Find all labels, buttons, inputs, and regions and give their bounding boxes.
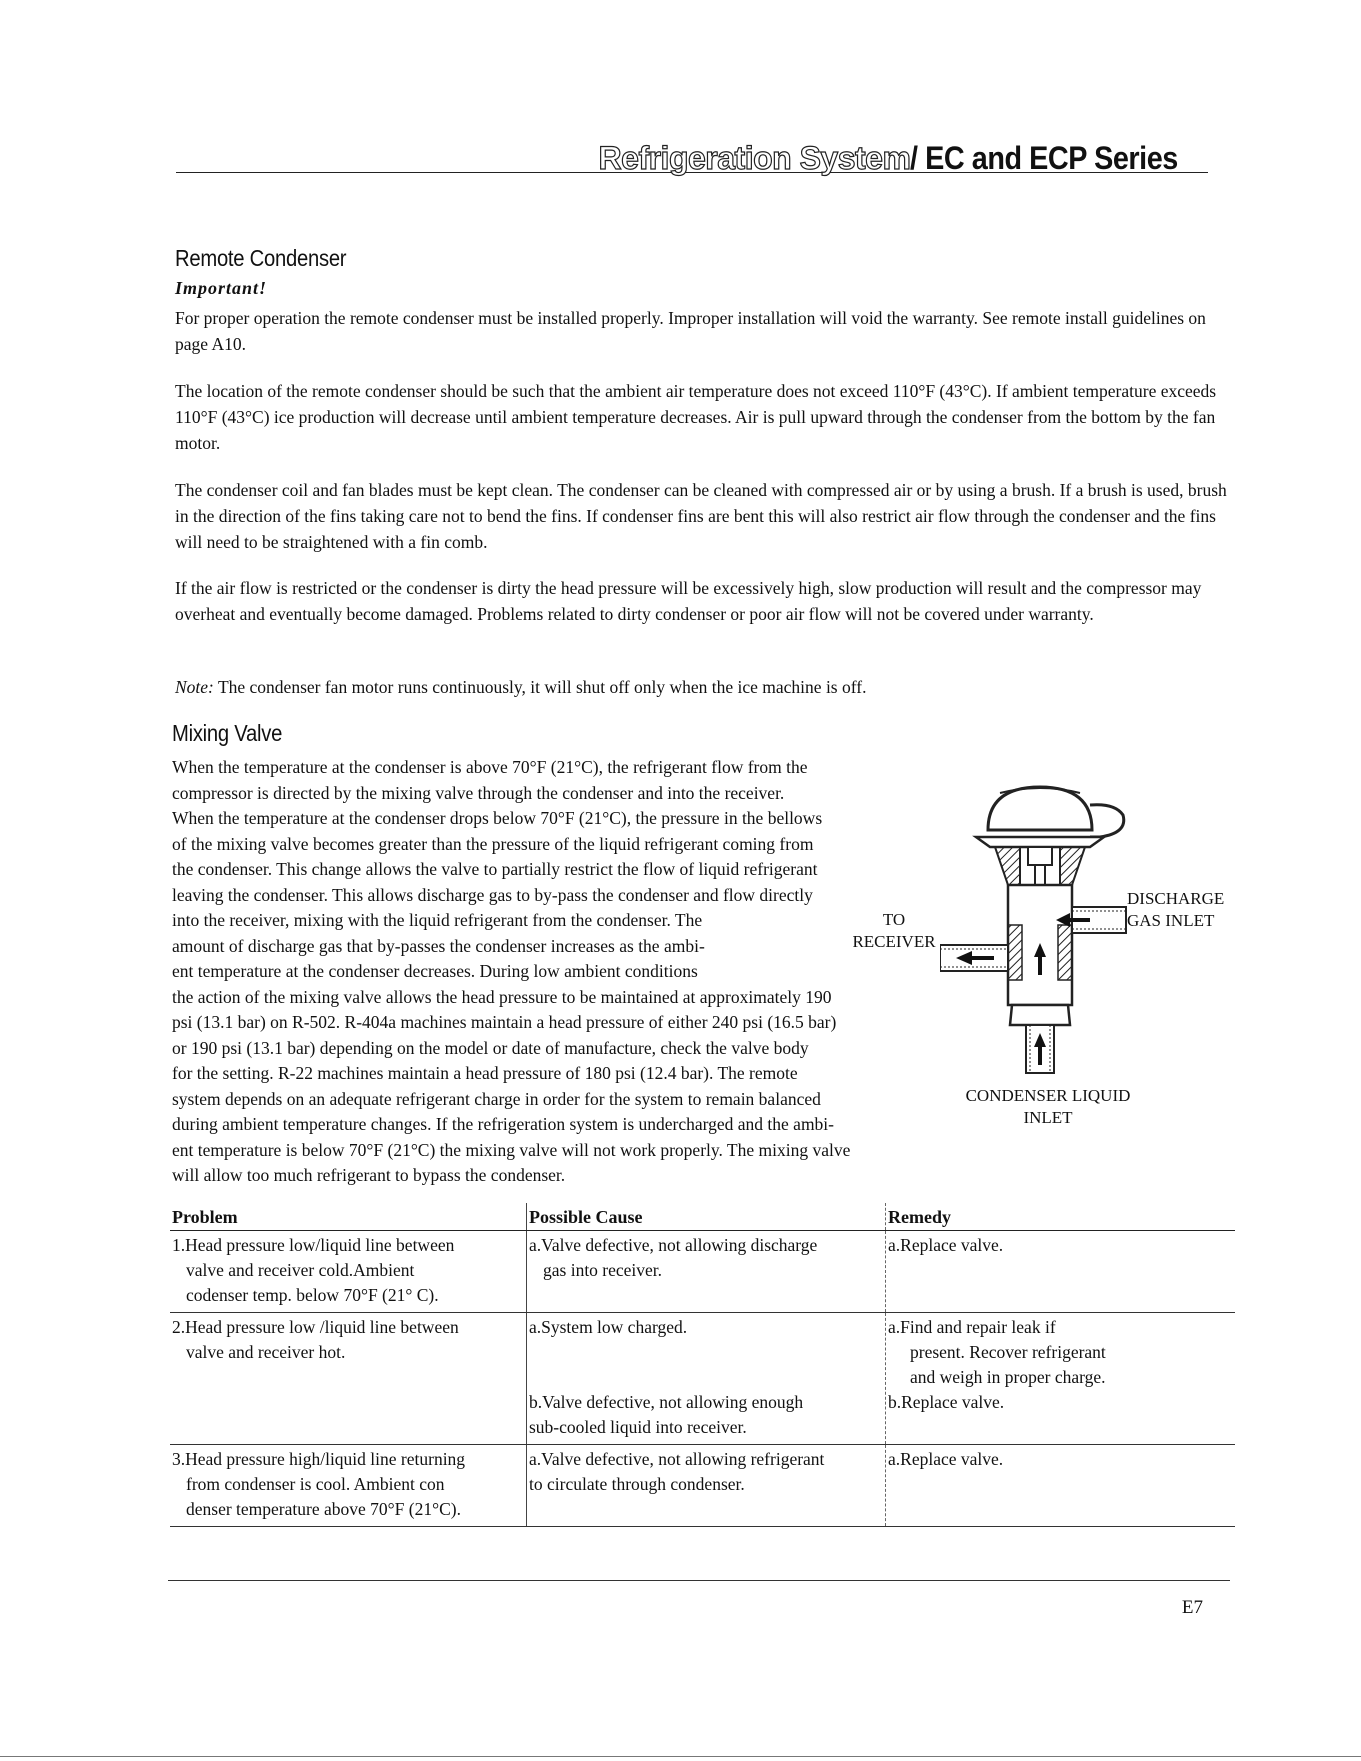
cause-cell xyxy=(527,1231,886,1313)
column-header-remedy: Remedy xyxy=(886,1203,1236,1231)
cell-line: b.Valve defective, not allowing enough xyxy=(529,1392,804,1412)
cell-line: present. Recover refrigerant xyxy=(910,1342,1106,1362)
table-header-row xyxy=(170,1203,1235,1231)
text-line: ent temperature at the condenser decreases. During low ambient conditions xyxy=(172,961,698,981)
text-line: When the temperature at the condenser drops below 70°F (21°C), the pressure in the bellows xyxy=(172,808,823,828)
to-receiver-label-line: TO xyxy=(882,910,906,929)
cell-line: a.Find and repair leak if xyxy=(888,1317,1056,1337)
text-line: amount of discharge gas that by-passes the condenser increases as the ambi- xyxy=(172,935,705,956)
note-paragraph xyxy=(175,674,1235,700)
discharge-label-line: GAS INLET xyxy=(1127,911,1215,930)
cell-line: b.Replace valve. xyxy=(888,1392,1005,1412)
page-number: E7 xyxy=(1181,1597,1203,1618)
cell-line: a.Replace valve. xyxy=(888,1235,1004,1255)
cell-line: a.Valve defective, not allowing discharge xyxy=(529,1235,818,1255)
text-line: during ambient temperature changes. If the refrigeration system is undercharged and the ambi- xyxy=(172,1114,835,1134)
condenser-liquid-inlet-label xyxy=(948,1085,1148,1129)
table-row xyxy=(170,1313,1235,1445)
mixing-valve-text xyxy=(172,755,1032,1189)
cell-line: gas into receiver. xyxy=(543,1260,663,1280)
page-bottom-edge xyxy=(0,1756,1361,1757)
to-receiver-label xyxy=(848,909,940,953)
cell-line: codenser temp. below 70°F (21° C). xyxy=(186,1285,439,1305)
text-line: the action of the mixing valve allows the head pressure to be maintained at approximately 190 xyxy=(172,986,832,1007)
cell-line: valve and receiver cold.Ambient xyxy=(186,1260,415,1280)
to-receiver-label-line: RECEIVER xyxy=(852,932,936,951)
text-line: psi (13.1 bar) on R-502. R-404a machines maintain a head pressure of either 240 psi (16.5 bar) xyxy=(172,1012,837,1032)
cell-line: a.Replace valve. xyxy=(888,1449,1004,1469)
remote-condenser-heading: Remote Condenser xyxy=(175,245,347,271)
text-line: compressor is directed by the mixing valve through the condenser and into the receiver. xyxy=(172,782,785,803)
discharge-gas-inlet-label xyxy=(1127,888,1224,932)
cell-line: valve and receiver hot. xyxy=(186,1342,346,1362)
paragraph-location: The location of the remote condenser should be such that the ambient air temperature does not exceed 110°F (43°C). If ambient temperature exceeds 110°F (43°C) ice production will decrease until ambient temperature decreases. Air is pull upward through the condenser from the bottom by the fan motor. xyxy=(175,381,1217,453)
table-row xyxy=(170,1231,1235,1313)
text-line: ent temperature is below 70°F (21°C) the mixing valve will not work properly. The mixing valve xyxy=(172,1139,851,1160)
text-line: into the receiver, mixing with the liquid refrigerant from the condenser. The xyxy=(172,910,703,930)
cell-line: a.System low charged. xyxy=(529,1317,688,1337)
paragraph-cleaning: The condenser coil and fan blades must be kept clean. The condenser can be cleaned with compressed air or by using a brush. If a brush is used, brush in the direction of the fins taking care not to bend the fins. If condenser fins are bent this will also restrict air flow through the condenser and the fins will need to be straightened with a fin comb. xyxy=(175,480,1227,552)
discharge-label-line: DISCHARGE xyxy=(1127,889,1225,908)
text-line: leaving the condenser. This allows discharge gas to by-pass the condenser and flow directly xyxy=(172,884,813,905)
problem-cell xyxy=(170,1231,527,1313)
remedy-cell xyxy=(886,1313,1236,1445)
cell-line: a.Valve defective, not allowing refrigerant xyxy=(529,1449,825,1469)
problem-cell xyxy=(170,1445,527,1527)
text-line: for the setting. R-22 machines maintain a head pressure of 180 psi (12.4 bar). The remote xyxy=(172,1063,798,1083)
important-label: Important! xyxy=(175,278,268,298)
footer-rule xyxy=(168,1580,1230,1581)
cell-line: 2.Head pressure low /liquid line between xyxy=(172,1317,459,1337)
condenser-label-line: CONDENSER LIQUID xyxy=(965,1086,1131,1105)
cell-line: from condenser is cool. Ambient con xyxy=(186,1474,445,1494)
page-header-title xyxy=(599,140,1208,177)
troubleshooting-table xyxy=(170,1203,1235,1527)
cell-line: and weigh in proper charge. xyxy=(910,1367,1106,1387)
cause-cell xyxy=(527,1313,886,1445)
note-text: The condenser fan motor runs continuously, it will shut off only when the ice machine is off. xyxy=(213,677,867,697)
bellows-dome xyxy=(988,787,1092,830)
problem-cell xyxy=(170,1313,527,1445)
column-header-cause: Possible Cause xyxy=(527,1203,886,1231)
text-line: of the mixing valve becomes greater than the pressure of the liquid refrigerant coming from xyxy=(172,833,814,854)
paragraph-install: For proper operation the remote condenser must be installed properly. Improper installation will void the warranty. See remote install guidelines on page A10. xyxy=(175,308,1206,354)
text-line: When the temperature at the condenser is above 70°F (21°C), the refrigerant flow from the xyxy=(172,757,808,777)
note-label: Note: xyxy=(175,677,214,697)
remedy-cell xyxy=(886,1231,1236,1313)
text-line: the condenser. This change allows the valve to partially restrict the flow of liquid refrigerant xyxy=(172,859,818,879)
cell-line: 1.Head pressure low/liquid line between xyxy=(172,1235,455,1255)
capillary-tube xyxy=(1090,805,1124,837)
header-title-outline: Refrigeration System xyxy=(598,140,911,176)
text-line: system depends on an adequate refrigerant charge in order for the system to remain balanced xyxy=(172,1088,821,1109)
cell-line: to circulate through condenser. xyxy=(529,1474,745,1494)
cause-cell xyxy=(527,1445,886,1527)
cell-line: sub-cooled liquid into receiver. xyxy=(529,1417,747,1437)
mixing-valve-diagram xyxy=(940,775,1130,1075)
paragraph-airflow: If the air flow is restricted or the condenser is dirty the head pressure will be excessively high, slow production will result and the compressor may overheat and eventually become damaged. Problems related to dirty condenser or poor air flow will not be covered under warranty. xyxy=(175,578,1202,624)
table-row xyxy=(170,1445,1235,1527)
mixing-valve-heading: Mixing Valve xyxy=(172,720,283,746)
text-line: or 190 psi (13.1 bar) depending on the model or date of manufacture, check the valve body xyxy=(172,1037,809,1058)
text-line: will allow too much refrigerant to bypass the condenser. xyxy=(172,1165,566,1185)
header-title-series: / EC and ECP Series xyxy=(910,140,1179,176)
condenser-label-line: INLET xyxy=(1023,1108,1073,1127)
column-header-problem: Problem xyxy=(170,1203,527,1231)
cell-line: denser temperature above 70°F (21°C). xyxy=(186,1499,461,1519)
cell-line: 3.Head pressure high/liquid line returning xyxy=(172,1449,466,1469)
remedy-cell xyxy=(886,1445,1236,1527)
